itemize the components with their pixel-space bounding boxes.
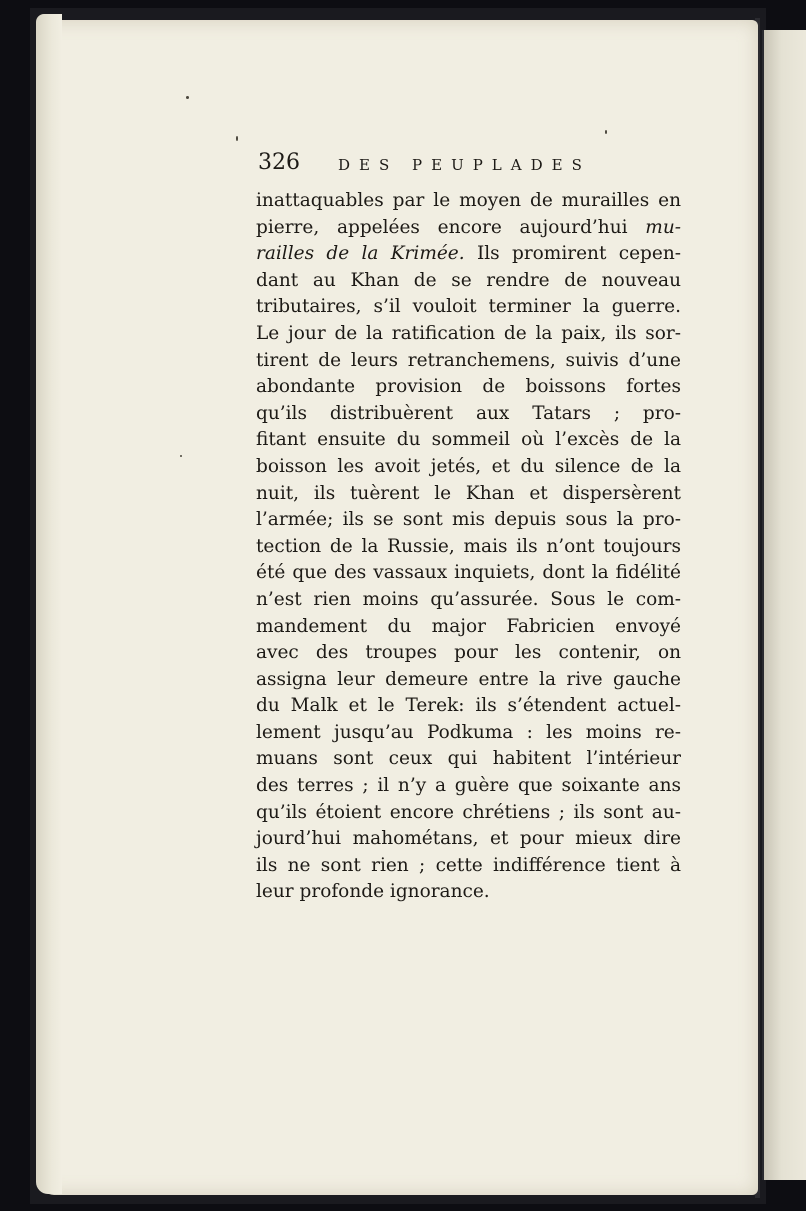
paper-speck [236, 136, 238, 141]
line-text: tirent de leurs retranchemens, suivis d’une [256, 349, 681, 371]
facing-page-edge [762, 30, 806, 1180]
text-line [256, 348, 681, 375]
line-text: qu’ils étoient encore chrétiens ; ils sont au- [256, 801, 681, 823]
line-text: leur profonde ignorance. [256, 881, 490, 903]
text-line [256, 640, 681, 667]
text-line [256, 268, 681, 295]
line-text: assigna leur demeure entre la rive gauche [256, 668, 681, 690]
text-line [256, 215, 681, 242]
text-line [256, 560, 681, 587]
line-text: muans sont ceux qui habitent l’intérieur [256, 748, 681, 770]
line-text: des terres ; il n’y a guère que soixante ans [256, 775, 681, 797]
paper-speck [186, 96, 189, 99]
text-line [256, 587, 681, 614]
line-text: inattaquables par le moyen de murailles en [256, 190, 681, 211]
deckle-edge [36, 14, 62, 1194]
text-line [256, 534, 681, 561]
text-line [256, 853, 681, 880]
text-line [256, 374, 681, 401]
text-line [256, 800, 681, 827]
line-text: tributaires, s’il vouloit terminer la guerre. [256, 296, 681, 318]
line-text: jourd’hui mahométans, et pour mieux dire [256, 828, 681, 850]
line-text: ils ne sont rien ; cette indifférence tient à [256, 854, 681, 876]
line-text: abondante provision de boissons fortes [256, 376, 681, 398]
text-line [256, 667, 681, 694]
line-text: Le jour de la ratification de la paix, ils sor- [256, 322, 681, 344]
text-line [256, 188, 681, 215]
text-line [256, 746, 681, 773]
text-line [256, 401, 681, 428]
running-head: DES PEUPLADES [338, 156, 591, 174]
line-text: boisson les avoit jetés, et du silence de la [256, 455, 681, 477]
text-line [256, 427, 681, 454]
italic-span: mu- [645, 216, 681, 238]
line-text: lement jusqu’au Podkuma : les moins re- [256, 721, 681, 743]
text-line [256, 693, 681, 720]
line-text: avec des troupes pour les contenir, on [256, 642, 681, 664]
text-line [256, 294, 681, 321]
text-line [256, 720, 681, 747]
line-text: nuit, ils tuèrent le Khan et dispersèrent [256, 482, 681, 504]
italic-span: railles de la Krimée. [256, 243, 465, 265]
line-text: qu’ils distribuèrent aux Tatars ; pro- [256, 402, 681, 424]
line-text: n’est rien moins qu’assurée. Sous le com- [256, 588, 681, 610]
page-header [258, 148, 678, 180]
line-text: fitant ensuite du sommeil où l’excès de la [256, 429, 681, 451]
text-line [256, 826, 681, 853]
line-text: du Malk et le Terek: ils s’étendent actuel- [256, 695, 681, 717]
line-text: été que des vassaux inquiets, dont la fidélité [256, 562, 681, 584]
line-text: pierre, appelées encore aujourd’hui [256, 216, 646, 238]
text-line [256, 507, 681, 534]
line-text: Ils promirent cepen- [464, 243, 681, 265]
text-line [256, 879, 681, 906]
paper-speck [605, 130, 607, 134]
text-line [256, 773, 681, 800]
line-text: l’armée; ils se sont mis depuis sous la pro- [256, 509, 681, 531]
line-text: tection de la Russie, mais ils n’ont toujours [256, 535, 681, 557]
text-line [256, 321, 681, 348]
body-text [256, 188, 681, 906]
text-line [256, 614, 681, 641]
text-line [256, 241, 681, 268]
page-number: 326 [258, 150, 300, 175]
line-text: mandement du major Fabricien envoyé [256, 615, 681, 637]
paper-speck [180, 455, 182, 457]
text-line [256, 454, 681, 481]
text-line [256, 481, 681, 508]
line-text: dant au Khan de se rendre de nouveau [256, 269, 681, 291]
